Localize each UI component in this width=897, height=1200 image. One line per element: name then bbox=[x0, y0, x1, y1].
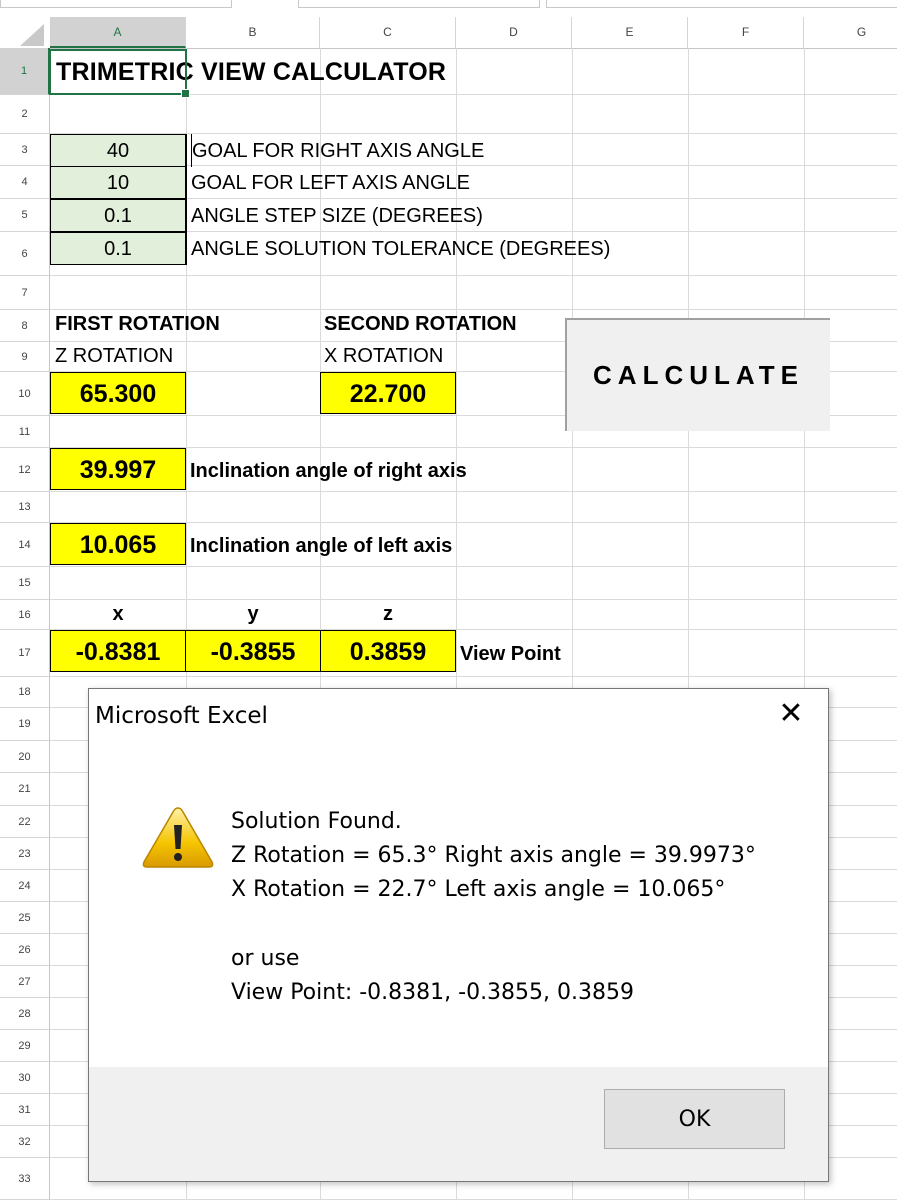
ok-button[interactable]: OK bbox=[604, 1089, 785, 1149]
row-header[interactable]: 18 bbox=[0, 677, 50, 708]
row-header[interactable]: 16 bbox=[0, 600, 50, 630]
row-header[interactable]: 26 bbox=[0, 934, 50, 966]
x-rotation-value[interactable]: 22.700 bbox=[320, 372, 456, 414]
row-header[interactable]: 4 bbox=[0, 166, 50, 199]
row-header[interactable]: 12 bbox=[0, 448, 50, 492]
message-dialog bbox=[88, 688, 829, 1182]
row-header[interactable]: 11 bbox=[0, 416, 50, 448]
row-header[interactable]: 17 bbox=[0, 630, 50, 677]
row-header[interactable]: 31 bbox=[0, 1094, 50, 1126]
angle-step-label: ANGLE STEP SIZE (DEGREES) bbox=[191, 205, 483, 227]
goal-right-axis-label: GOAL FOR RIGHT AXIS ANGLE bbox=[191, 134, 484, 167]
select-all-triangle bbox=[20, 24, 44, 46]
dialog-title: Microsoft Excel bbox=[95, 703, 268, 729]
sheet-title: TRIMETRIC VIEW CALCULATOR bbox=[56, 58, 447, 86]
row-header[interactable]: 33 bbox=[0, 1158, 50, 1200]
gridline bbox=[50, 275, 897, 276]
row-header[interactable]: 25 bbox=[0, 902, 50, 934]
row-header[interactable]: 8 bbox=[0, 310, 50, 342]
column-header-b[interactable]: B bbox=[186, 17, 320, 48]
goal-left-axis-label: GOAL FOR LEFT AXIS ANGLE bbox=[191, 172, 470, 194]
angle-tolerance-input[interactable]: 0.1 bbox=[50, 232, 186, 265]
label-border bbox=[186, 134, 187, 265]
z-header: z bbox=[383, 603, 393, 625]
row-header[interactable]: 32 bbox=[0, 1126, 50, 1158]
column-header-d[interactable]: D bbox=[456, 17, 572, 48]
right-axis-inclination-value[interactable]: 39.997 bbox=[50, 448, 186, 490]
row-header[interactable]: 22 bbox=[0, 806, 50, 838]
right-axis-inclination-label: Inclination angle of right axis bbox=[190, 460, 467, 482]
gridline bbox=[50, 491, 897, 492]
row-header[interactable]: 21 bbox=[0, 773, 50, 806]
y-header: y bbox=[247, 603, 259, 625]
column-header-e[interactable]: E bbox=[572, 17, 688, 48]
row-header[interactable]: 30 bbox=[0, 1062, 50, 1094]
row-header[interactable]: 5 bbox=[0, 199, 50, 232]
row-header[interactable]: 29 bbox=[0, 1030, 50, 1062]
first-rotation-heading: FIRST ROTATION bbox=[55, 313, 220, 335]
name-box-edge[interactable] bbox=[0, 0, 232, 8]
warning-icon bbox=[141, 805, 215, 869]
angle-step-input[interactable]: 0.1 bbox=[50, 199, 186, 232]
column-header-g[interactable]: G bbox=[804, 17, 897, 48]
left-axis-inclination-value[interactable]: 10.065 bbox=[50, 523, 186, 565]
x-header: x bbox=[112, 603, 124, 625]
row-header[interactable]: 15 bbox=[0, 567, 50, 600]
row-header[interactable]: 6 bbox=[0, 232, 50, 276]
x-rotation-label: X ROTATION bbox=[324, 345, 444, 367]
row-header[interactable]: 10 bbox=[0, 372, 50, 416]
column-header-c[interactable]: C bbox=[320, 17, 456, 48]
row-header[interactable]: 24 bbox=[0, 870, 50, 902]
close-icon[interactable]: ✕ bbox=[778, 696, 804, 731]
row-header[interactable]: 20 bbox=[0, 741, 50, 773]
goal-left-axis-input[interactable]: 10 bbox=[50, 166, 186, 199]
calculate-button[interactable]: CALCULATE bbox=[565, 318, 830, 431]
view-point-z-value[interactable]: 0.3859 bbox=[320, 630, 456, 672]
z-rotation-value[interactable]: 65.300 bbox=[50, 372, 186, 414]
row-header[interactable]: 27 bbox=[0, 966, 50, 998]
goal-right-axis-input[interactable]: 40 bbox=[50, 134, 186, 167]
row-header[interactable]: 28 bbox=[0, 998, 50, 1030]
fill-handle[interactable] bbox=[181, 89, 190, 98]
gridline bbox=[50, 566, 897, 567]
row-header[interactable]: 2 bbox=[0, 95, 50, 134]
dialog-message-line-2: Z Rotation = 65.3° Right axis angle = 39.9973° bbox=[231, 843, 756, 868]
dialog-message-line-6: View Point: -0.8381, -0.3855, 0.3859 bbox=[231, 980, 635, 1005]
column-header-a[interactable]: A bbox=[50, 17, 186, 48]
dialog-message-line-1: Solution Found. bbox=[231, 809, 402, 834]
dialog-message-line-3: X Rotation = 22.7° Left axis angle = 10.065° bbox=[231, 877, 726, 902]
column-header-f[interactable]: F bbox=[688, 17, 804, 48]
view-point-y-value[interactable]: -0.3855 bbox=[185, 630, 321, 672]
row-header[interactable]: 19 bbox=[0, 708, 50, 741]
view-point-label: View Point bbox=[460, 643, 561, 665]
row-header[interactable]: 7 bbox=[0, 276, 50, 310]
row-header[interactable]: 13 bbox=[0, 492, 50, 523]
formula-bar-strip bbox=[0, 0, 897, 18]
z-rotation-label: Z ROTATION bbox=[55, 345, 174, 367]
formula-input-edge[interactable] bbox=[546, 0, 897, 8]
dialog-message-line-5: or use bbox=[231, 946, 300, 971]
row-header[interactable]: 9 bbox=[0, 342, 50, 372]
angle-tolerance-label: ANGLE SOLUTION TOLERANCE (DEGREES) bbox=[191, 238, 611, 260]
row-header[interactable]: 3 bbox=[0, 134, 50, 166]
formula-box-edge[interactable] bbox=[298, 0, 540, 8]
active-cell-a1[interactable] bbox=[49, 49, 187, 95]
row-header[interactable]: 1 bbox=[0, 48, 50, 95]
row-header[interactable]: 14 bbox=[0, 523, 50, 567]
row-header[interactable]: 23 bbox=[0, 838, 50, 870]
left-axis-inclination-label: Inclination angle of left axis bbox=[190, 535, 453, 557]
view-point-x-value[interactable]: -0.8381 bbox=[50, 630, 186, 672]
second-rotation-heading: SECOND ROTATION bbox=[324, 313, 517, 335]
